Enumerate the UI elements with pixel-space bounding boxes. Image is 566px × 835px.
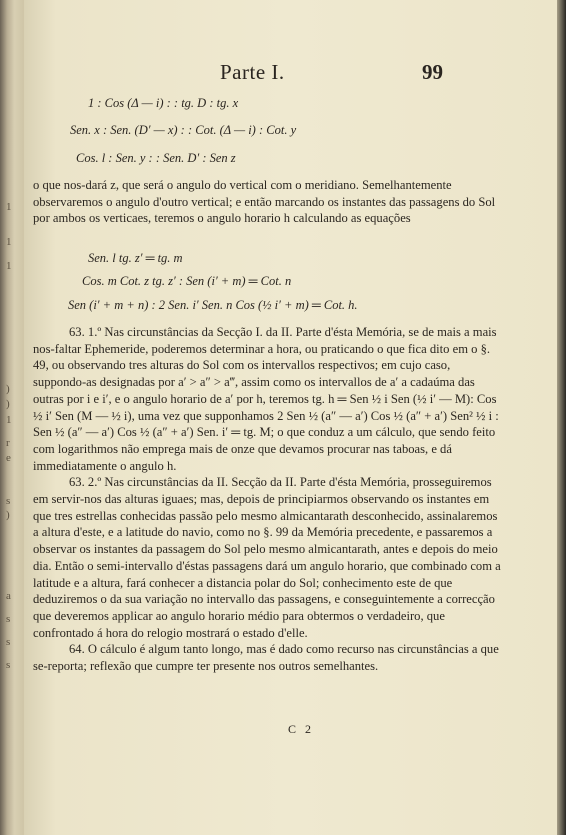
margin-mark: ): [6, 509, 10, 521]
text-block-1: [33, 177, 503, 227]
book-page: [24, 0, 557, 835]
equation-3: Cos. l : Sen. y : : Sen. D′ : Sen z: [76, 151, 236, 165]
paragraph-64: 64. O cálculo é algum tanto longo, mas é dado como recurso nas circunstâncias a que se-reporta; reflexão que cumpre ter presente nos outros semelhantes.: [33, 642, 499, 674]
margin-mark: s: [6, 613, 11, 625]
margin-mark: 1: [6, 414, 12, 426]
margin-mark: e: [6, 452, 11, 464]
margin-mark: s: [6, 495, 11, 507]
equation-2: Sen. x : Sen. (D′ — x) : : Cot. (Δ — i) : Cot. y: [70, 123, 297, 137]
text-block-2: [33, 324, 503, 675]
paragraph-63-second: 63. 2.º Nas circunstâncias da II. Secção da II. Parte d'ésta Memória, prosseguiremos em servir-nos das alturas iguaes; mas, depois de principiarmos observando os instantes em que tres estrellas conhecidas passão pelo mesmo almicantarath desconhecido, assinalaremos a altura d'este, e a latitude do navio, como no §. 99 da Memória precedente, e passaremos a observar os instantes da passagem do Sol pelo mesmo almicantarath, antes e depois do meio dia. Então o semi-intervallo d'éstas passagens dará um angulo horario, que combinado com a latitude e a altura, fará conhecer a distancia polar do Sol; conhecimento este de que deduziremos o da sua variação no intervallo das passagens, e conseguintemente a correcção que deveremos applicar ao angulo horario médio para obtermos o verdadeiro, que confrontado á hora do relogio mostrará o estado d'elle.: [33, 475, 501, 640]
margin-mark: r: [6, 437, 10, 449]
margin-marks: [2, 0, 20, 835]
margin-mark: a: [6, 590, 11, 602]
page-edge-shadow: [557, 0, 566, 835]
page-header: [24, 60, 557, 88]
equation-6: Sen (i′ + m + n) : 2 Sen. i′ Sen. n Cos (½ i′ + m) ═ Cot. h.: [68, 298, 358, 312]
equation-4: Sen. l tg. z′ ═ tg. m: [88, 251, 183, 265]
margin-mark: 1: [6, 260, 12, 272]
paragraph-intro: o que nos-dará z, que será o angulo do vertical com o meridiano. Semelhantemente observaremos o angulo d'outro vertical; e então marcando os instantes das passagens do Sol por ambos os verticaes, teremos o angulo horario h calculando as equações: [33, 178, 496, 226]
book-spine: [0, 0, 24, 835]
paragraph-63-first: 63. 1.º Nas circunstâncias da Secção I. da II. Parte d'ésta Memória, se de mais a mais nos-faltar Ephemeride, poderemos determinar a hora, ou praticando o que fica dito em o §. 49, ou observando tres alturas do Sol com os intervallos respectivos; em cujo caso, suppondo-as designadas por a′ > a″ > a‴, assim como os intervallos de a′ a cadaúma das outras por i e i′, e o angulo horario de a′ por h, teremos tg. h ═ Sen ½ i Sen (½ i′ — M): Cos ½ i′ Sen (M — ½ i), uma vez que supponhamos 2 Sen ½ (a″ — a′) Cos ½ (a″ + a′) Sen² ½ i : Sen ½ (a″ — a′) Cos ½ (a″ + a′) Sen. i′ ═ tg. M; o que conduz a um cálculo, que sendo feito com logarithmos não emprega mais de onze que devamos procurar nas taboas, e dá immediatamente o angulo h.: [33, 325, 499, 473]
margin-mark: 1: [6, 236, 12, 248]
margin-mark: ): [6, 398, 10, 410]
equation-5: Cos. m Cot. z tg. z′ : Sen (i′ + m) ═ Cot. n: [82, 274, 292, 288]
page-number: 99: [422, 60, 443, 84]
equation-1: 1 : Cos (Δ — i) : : tg. D : tg. x: [88, 96, 239, 110]
signature-mark: C 2: [288, 722, 315, 736]
margin-mark: 1: [6, 201, 12, 213]
margin-mark: s: [6, 659, 11, 671]
margin-mark: ): [6, 383, 10, 395]
running-title: Parte I.: [220, 60, 285, 84]
margin-mark: s: [6, 636, 11, 648]
